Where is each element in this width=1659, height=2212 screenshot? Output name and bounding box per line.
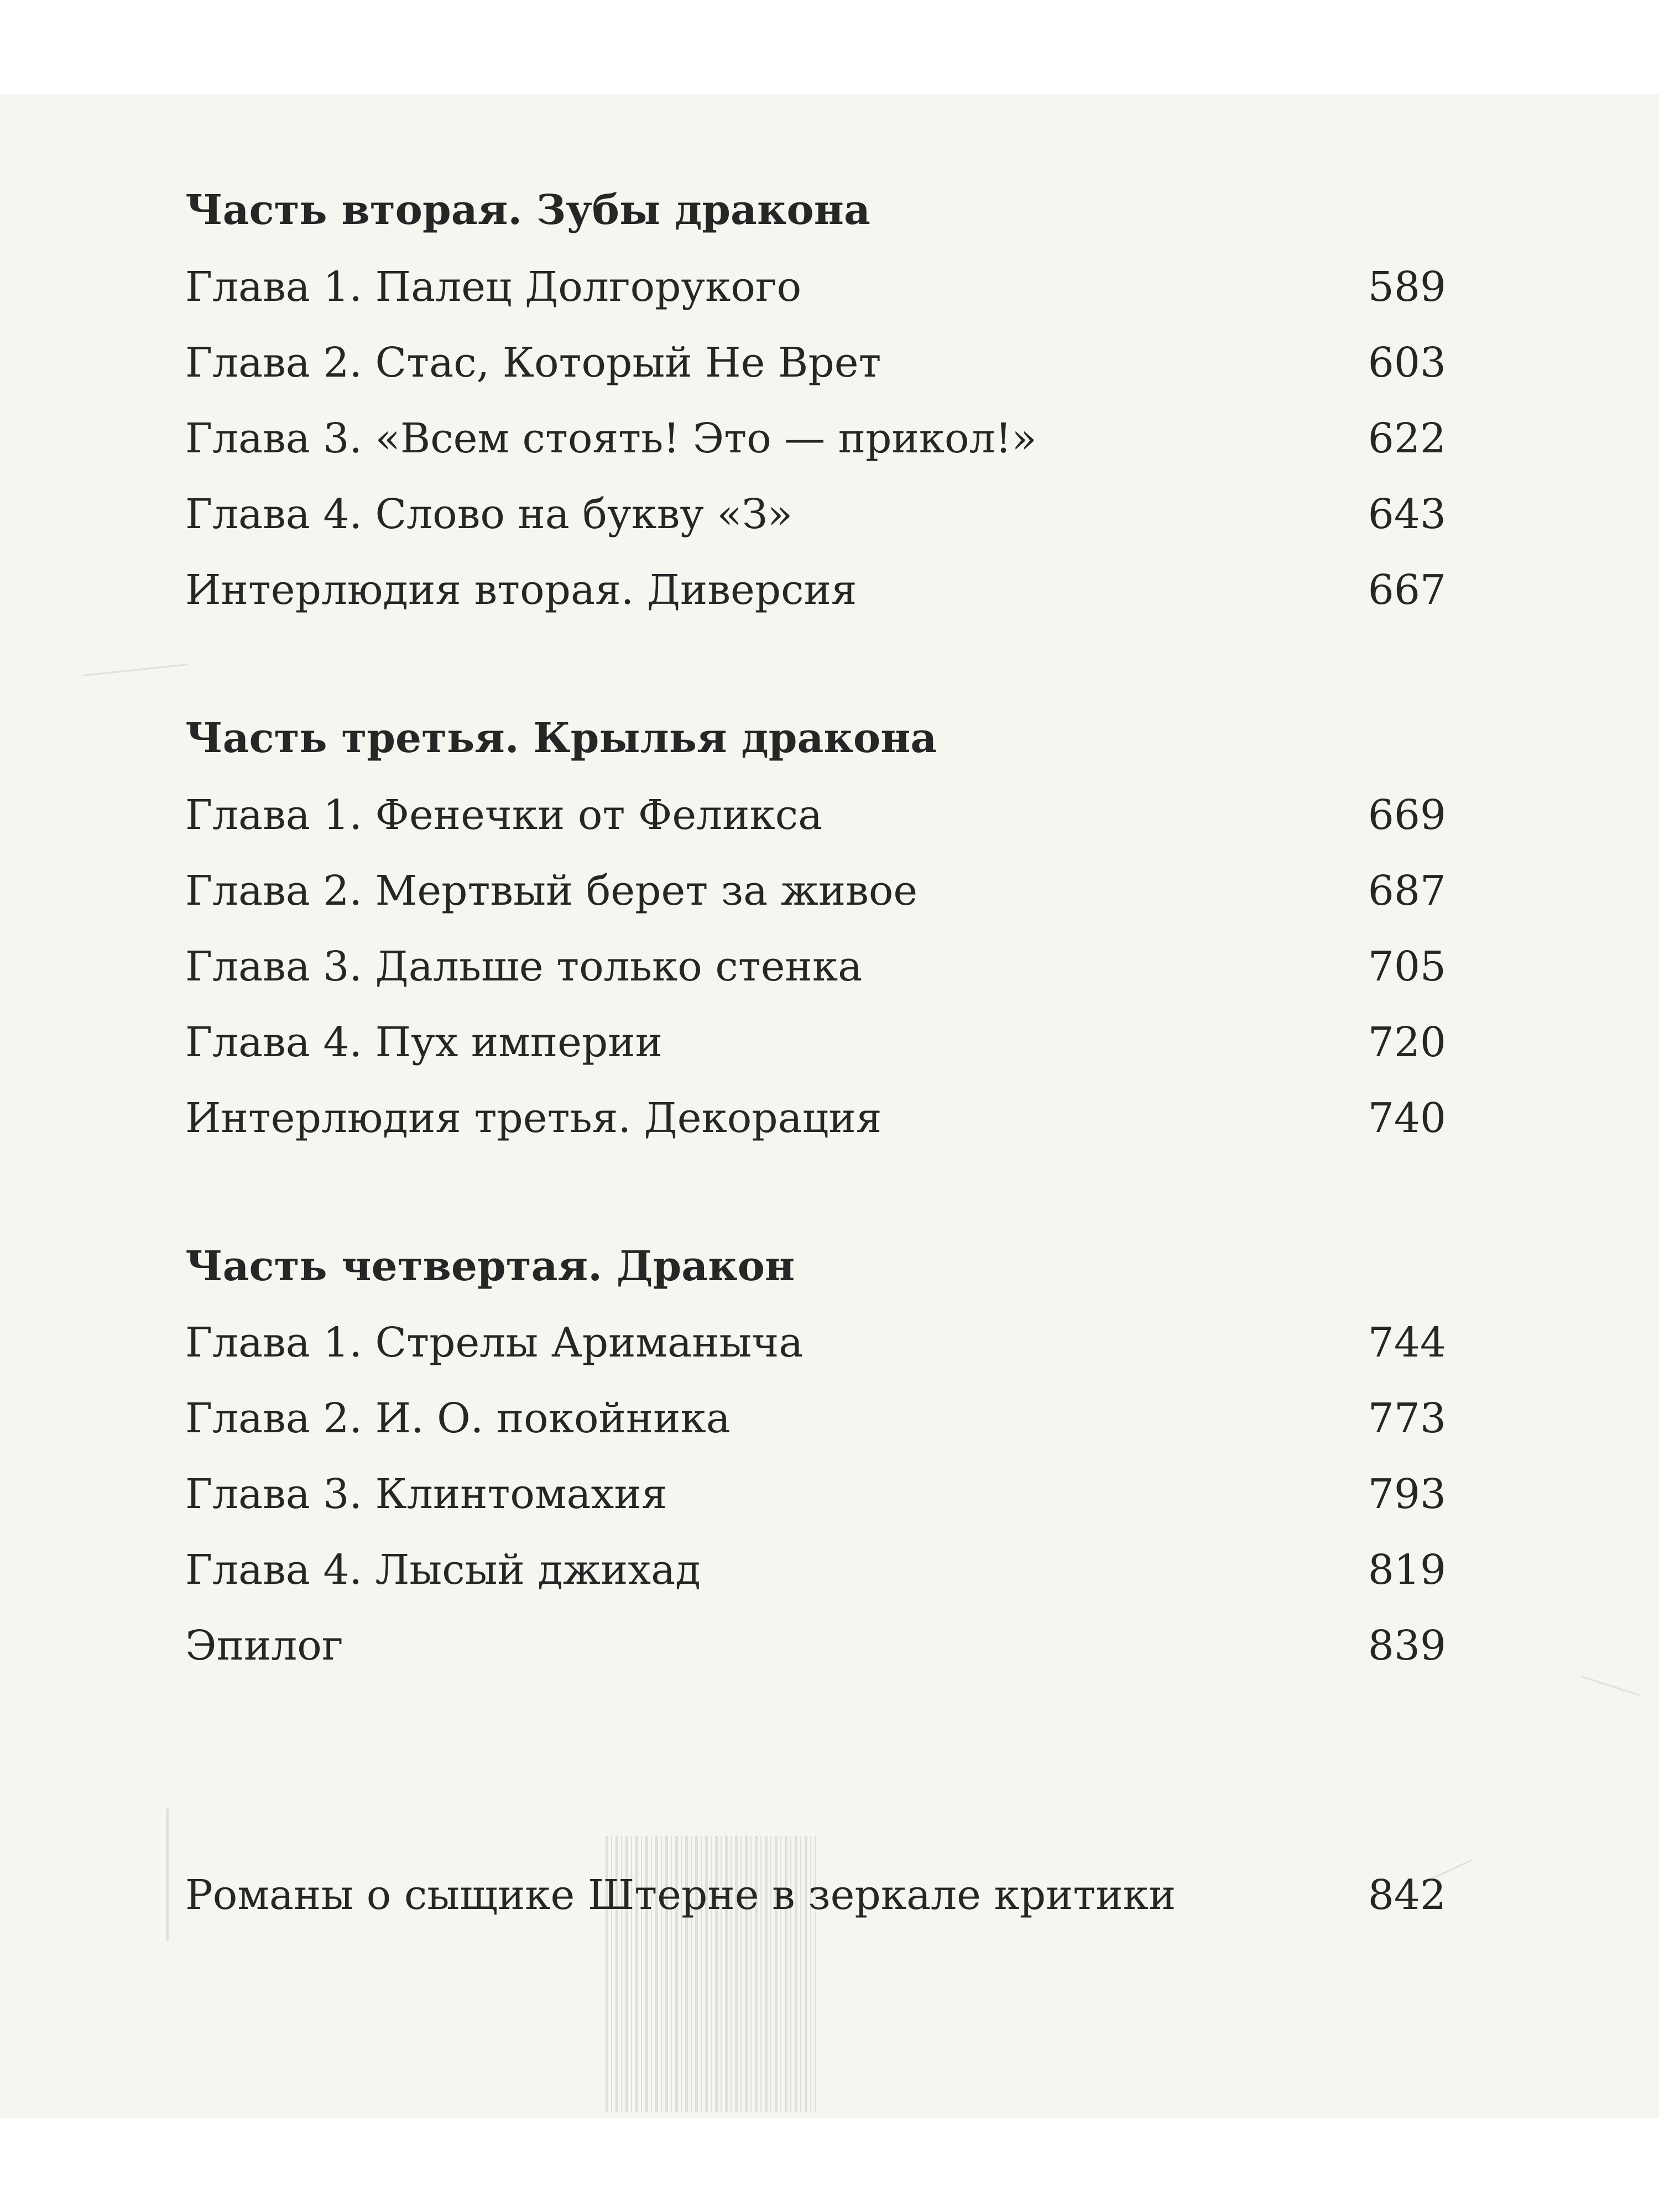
- part-four-chapter-four-page: 819: [1368, 1546, 1446, 1594]
- part-four-chapter-one-page: 744: [1368, 1319, 1446, 1366]
- part-three-chapter-four-page: 720: [1368, 1019, 1446, 1066]
- part-two-interlude-title: Интерлюдия вторая. Диверсия: [185, 566, 857, 614]
- final-section-page: 842: [1368, 1871, 1446, 1919]
- part-four-chapter-two-page: 773: [1368, 1395, 1446, 1442]
- part-four-chapter-one-title: Глава 1. Стрелы Ариманыча: [185, 1319, 804, 1366]
- part-four-epilogue-page: 839: [1368, 1622, 1446, 1670]
- final-section-title: Романы о сыщике Штерне в зеркале критики: [185, 1871, 1176, 1919]
- part-two-chapter-three-page: 622: [1368, 415, 1446, 462]
- part-four-chapter-two-title: Глава 2. И. О. покойника: [185, 1395, 731, 1442]
- part-three-title: Часть третья. Крылья дракона: [185, 714, 937, 762]
- part-three-chapter-two-title: Глава 2. Мертвый берет за живое: [185, 867, 918, 915]
- part-four-chapter-four-title: Глава 4. Лысый джихад: [185, 1546, 701, 1594]
- part-three-chapter-two-page: 687: [1368, 867, 1446, 915]
- part-two-chapter-two-title: Глава 2. Стас, Который Не Врет: [185, 339, 881, 387]
- part-two-title: Часть вторая. Зубы дракона: [185, 186, 870, 234]
- part-four-chapter-three-page: 793: [1368, 1470, 1446, 1518]
- part-two-interlude-page: 667: [1368, 566, 1446, 614]
- part-four-title: Часть четвертая. Дракон: [185, 1243, 795, 1290]
- part-four-chapter-three-title: Глава 3. Клинтомахия: [185, 1470, 667, 1518]
- part-two-chapter-three-title: Глава 3. «Всем стоять! Это — прикол!»: [185, 415, 1037, 462]
- part-two-chapter-four-title: Глава 4. Слово на букву «З»: [185, 491, 793, 538]
- part-two-chapter-two-page: 603: [1368, 339, 1446, 387]
- part-three-chapter-one-page: 669: [1368, 791, 1446, 839]
- part-two-chapter-four-page: 643: [1368, 491, 1446, 538]
- part-four-epilogue-title: Эпилог: [185, 1622, 343, 1670]
- part-two-chapter-one-title: Глава 1. Палец Долгорукого: [185, 263, 802, 311]
- part-three-chapter-three-page: 705: [1368, 943, 1446, 990]
- part-three-chapter-one-title: Глава 1. Фенечки от Феликса: [185, 791, 823, 839]
- part-two-chapter-one-page: 589: [1368, 263, 1446, 311]
- part-three-chapter-four-title: Глава 4. Пух империи: [185, 1019, 662, 1066]
- part-three-interlude-title: Интерлюдия третья. Декорация: [185, 1094, 882, 1142]
- part-three-chapter-three-title: Глава 3. Дальше только стенка: [185, 943, 863, 990]
- part-three-interlude-page: 740: [1368, 1094, 1446, 1142]
